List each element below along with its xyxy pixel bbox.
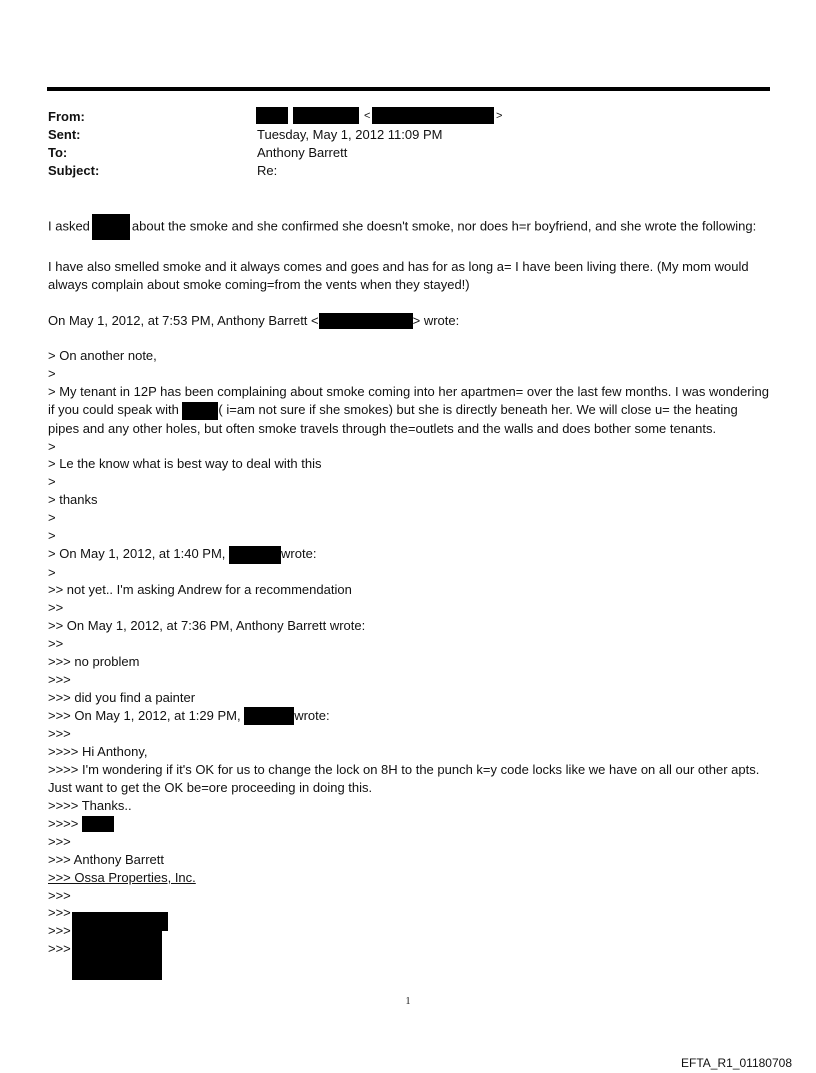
quote-line: >>> did you find a painter [48,689,196,705]
quote-line: >> On May 1, 2012, at 7:36 PM, Anthony Barrett wrote: [48,618,366,634]
body-text: > My tenant in 12P has been complaining about smoke coming into her apartmen= over the last few months. I was wondering if you could speak with [48,384,769,418]
header-rule [47,87,770,91]
subject-value: Re: [257,163,278,178]
from-label: From: [48,109,85,124]
body-text: On May 1, 2012, at 7:53 PM, Anthony Barrett < [48,312,319,328]
to-value: Anthony Barrett [257,145,348,160]
body-paragraph: I have also smelled smoke and it always comes and goes and has for as long a= I have been living there. (My mom would always complain about smoke coming=from the vents when they stayed!) [48,258,749,292]
quote-line: > [48,564,56,580]
sent-label: Sent: [48,127,81,142]
quote-line: >>> [48,726,71,742]
quote-line: > On another note, [48,348,157,364]
quote-line: >>>> Thanks.. [48,798,132,814]
redaction-box [293,107,359,124]
body-text: > wrote: [412,312,460,328]
quote-line: > [48,366,56,382]
quote-line [48,383,770,437]
quote-line: >> not yet.. I'm asking Andrew for a recommendation [48,582,352,598]
quote-line: >>> [48,672,71,688]
quote-line: >>>> Hi Anthony, [48,744,148,760]
from-email-close: > [496,110,503,122]
email-body [48,214,770,958]
redaction-box [244,707,294,725]
redaction-box [372,107,494,124]
body-text: about the smoke and she confirmed she doesn't smoke, nor does h=r boyfriend, and she wrote the following: [131,218,757,234]
body-text: ( i=am not sure if she smokes) but she is directly beneath her. We will close u= the heating pipes and any other holes, but often smoke travels through the=outlets and the walls and does bother some tenants. [48,402,738,436]
quote-line: >>> Anthony Barrett [48,851,164,867]
quote-line: >>> Ossa Properties, Inc. [48,869,196,885]
sent-value: Tuesday, May 1, 2012 11:09 PM [257,127,443,142]
body-text: >>>> [48,815,79,831]
quote-line: >> [48,636,64,652]
quote-line: > [48,510,56,526]
from-email-open: < [364,110,371,122]
quote-line: > [48,528,56,544]
body-text: > On May 1, 2012, at 1:40 PM, [48,546,226,562]
body-paragraph [48,214,770,240]
redaction-box [82,816,114,832]
quote-line [48,815,770,833]
body-text: wrote: [294,707,330,723]
body-text: >>> On May 1, 2012, at 1:29 PM, [48,707,241,723]
redaction-box [256,107,288,124]
redaction-box [229,546,281,564]
redaction-box [72,928,162,980]
redaction-box [182,402,218,420]
quote-line [48,545,770,564]
redaction-box [92,214,130,240]
quote-line: >>> [48,923,71,939]
quote-line: >>> no problem [48,654,140,670]
quote-line: > [48,438,56,454]
quote-line: > Le the know what is best way to deal with this [48,456,322,472]
document-id: EFTA_R1_01180708 [681,1056,792,1070]
quote-line [48,707,770,726]
quote-line: >>> [48,887,71,903]
body-text: wrote: [281,546,317,562]
quote-line: > thanks [48,492,98,508]
quote-line: >>> [48,905,71,921]
page-number: 1 [405,996,411,1007]
quote-line: >>>> I'm wondering if it's OK for us to change the lock on 8H to the punch k=y code locks like we have on all our other apts. Just want to get the OK be=ore proceeding in doing this. [48,762,760,796]
redaction-box [319,313,413,329]
quote-line: >> [48,600,64,616]
body-paragraph [48,312,770,330]
quote-line: >>> [48,833,71,849]
body-text: I asked [48,218,90,234]
quote-line: >>> [48,941,71,957]
quote-line: > [48,474,56,490]
subject-label: Subject: [48,163,100,178]
to-label: To: [48,145,68,160]
